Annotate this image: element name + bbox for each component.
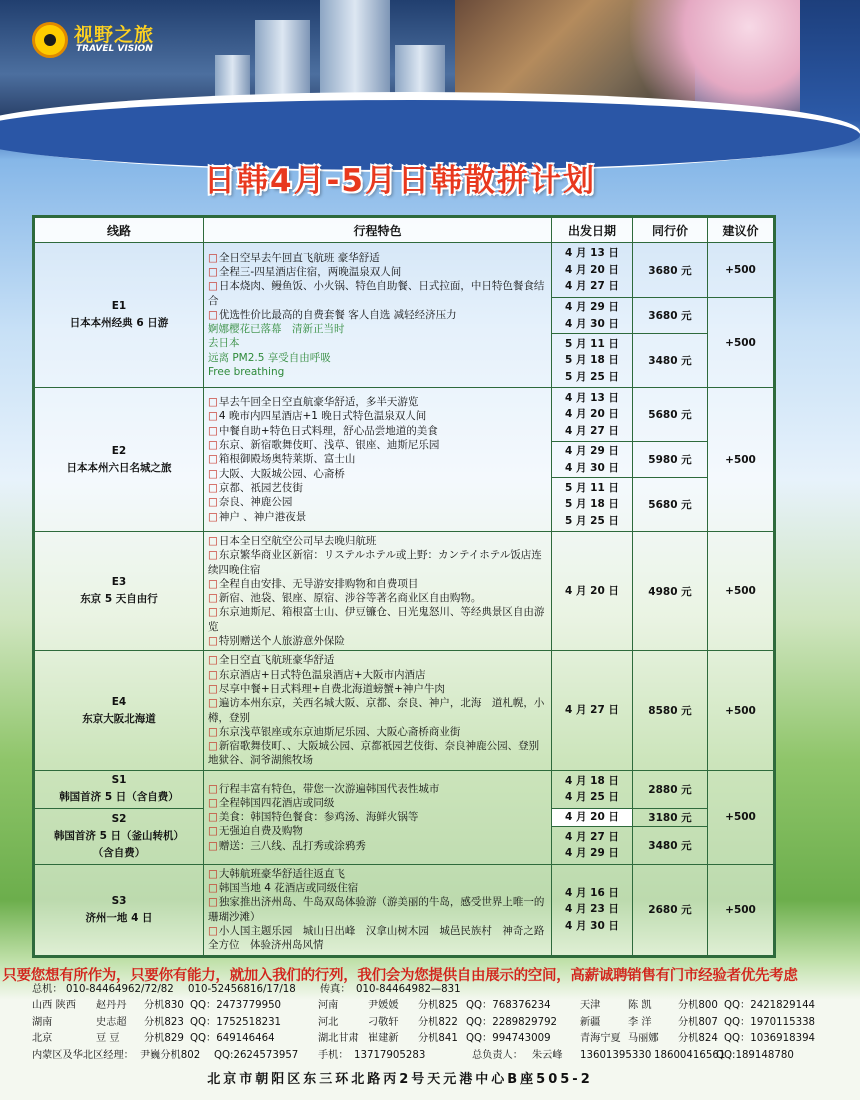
departure-dates [552,808,633,826]
route-code: E2 [111,444,127,457]
date: 4 月 18 日 [565,774,619,787]
date: 4 月 25 日 [565,791,619,804]
feature-item: □ 箱根御殿场奥特莱斯、富士山 [208,452,547,466]
person: 史志超 [96,1016,127,1028]
label: 总机： [32,984,63,995]
route-name: 韩国首济 5 日（釜山转机） [53,829,185,842]
qq: QQ：1752518231 [190,1016,282,1028]
peer-price: 3680 元 [633,243,708,298]
contact-row [32,1031,816,1047]
departure-dates [552,826,633,864]
label: 手机： [318,1049,349,1061]
region: 山西 陕西 [32,1000,76,1012]
extension: 分机829 [144,1033,184,1045]
person: 崔建新 [368,1033,399,1045]
peer-price: 5980 元 [633,442,708,478]
departure-dates [552,388,633,442]
date: 4 月 29 日 [565,445,619,457]
departure-dates [552,298,633,334]
label: 内蒙区及华北区经理： [32,1049,134,1061]
person: 李 洋 [628,1016,652,1028]
suggested-price: +500 [708,243,775,298]
fax: 010-84464982—831 [356,984,461,995]
date: 5 月 18 日 [565,354,619,367]
brand-name-cn: 视野之旅 [74,24,155,46]
promo-line: 去日本 [208,337,240,350]
date: 4 月 29 日 [565,301,619,313]
route-e2 [34,388,204,532]
feature-item: □ 全程自由安排、无导游安排购物和自费项目 [208,577,547,591]
route-e4 [34,651,204,770]
feature-item: □ 东京酒店+日式特色温泉酒店+大阪市内酒店 [208,668,547,682]
date: 4 月 20 日 [565,811,619,823]
eye-icon [32,22,68,58]
route-code: S2 [111,812,127,825]
phone: 010-84464962/72/82 [66,984,174,995]
peer-price: 3180 元 [633,808,708,826]
qq: QQ：2289829792 [466,1016,558,1028]
table-row [34,243,775,298]
label: 传真： [320,984,351,995]
departure-dates [552,478,633,532]
peer-price: 2680 元 [633,864,708,956]
header-features: 行程特色 [204,217,552,243]
person-extension: 尹巍分机802 [140,1049,201,1061]
contact-row [32,1048,794,1064]
extension: 分机800 [678,1000,718,1012]
person: 刁敬轩 [368,1016,399,1028]
date: 5 月 25 日 [565,370,619,383]
extension: 分机841 [418,1033,458,1045]
suggested-price: +500 [708,651,775,770]
date: 4 月 23 日 [565,903,619,916]
route-code: E3 [111,576,127,589]
route-name: 东京大阪北海道 [82,712,156,725]
peer-price: 8580 元 [633,651,708,770]
qq: QQ:2624573957 [214,1049,299,1061]
promo-line: 远离 PM2.5 享受自由呼吸 [208,351,331,364]
person: 马丽娜 [628,1033,659,1045]
route-code: S3 [111,894,127,907]
departure-dates [552,243,633,298]
feature-item: □ 赠送：三八线、乱打秀或涂鸦秀 [208,839,547,853]
person: 尹媛媛 [368,1000,399,1012]
route-name: 日本本州经典 6 日游 [69,317,169,329]
qq: QQ：1970115338 [724,1016,816,1028]
person: 赵丹丹 [96,1000,127,1012]
itinerary-table [32,215,776,958]
feature-item: □ 东京繁华商业区新宿：リステルホテル或上野：カンテイホテル饭店连续四晚住宿 [208,548,547,577]
feature-item: □ 奈良、神鹿公园 [208,495,547,509]
peer-price: 4980 元 [633,532,708,651]
feature-item: □ 特别赠送个人旅游意外保险 [208,634,547,648]
peer-price: 2880 元 [633,770,708,808]
route-code: S1 [111,774,127,787]
header-peer-price: 同行价 [633,217,708,243]
contact-row [32,998,816,1014]
date: 4 月 27 日 [565,830,619,843]
contact-row [32,1015,816,1031]
qq: QQ:189148780 [716,1049,794,1061]
brand-name-en: TRAVEL VISION [76,44,153,54]
route-code: E4 [111,695,127,708]
feature-item: □ 遍访本州东京，关西名城大阪、京都、奈良、神户，北海 道札幌，小樽，登别 [208,696,547,725]
route-name: 韩国首济 5 日（含自费） [59,791,179,804]
feature-item: □ 全程韩国四花酒店或同级 [208,796,547,810]
promo-line: 婀娜樱花已落幕 清新正当时 [208,323,345,336]
feature-item: □ 全日空直飞航班豪华舒适 [208,653,547,667]
feature-item: □ 大阪、大阪城公园、心斋桥 [208,467,547,481]
feature-item: □ 4 晚市内四星酒店+1 晚日式特色温泉双人间 [208,409,547,423]
route-s2 [34,808,204,864]
feature-item: □ 韩国当地 4 花酒店或同级住宿 [208,881,547,895]
mobile: 13717905283 [354,1049,426,1061]
feature-item: □ 京都、祇园艺伎街 [208,481,547,495]
header-route: 线路 [34,217,204,243]
phone: 010-52456816/17/18 [188,984,296,995]
departure-dates [552,442,633,478]
contact-list [32,982,816,1064]
route-name: 济州一地 4 日 [85,911,153,924]
mobile: 13601395330 [580,1049,652,1061]
qq: QQ：768376234 [466,1000,551,1012]
feature-item: □ 神户 、神户港夜景 [208,510,547,524]
qq: QQ：994743009 [466,1033,551,1045]
route-e1 [34,243,204,388]
table-row [34,864,775,956]
region: 河北 [318,1016,339,1028]
contact-row [32,982,777,998]
route-features [204,864,555,956]
header-banner [0,0,800,135]
person: 陈 凯 [628,1000,652,1012]
route-features [204,388,552,532]
route-name: 日本本州六日名城之旅 [66,461,172,474]
feature-item: □ 东京、新宿歌舞伎町、浅草、银座、迪斯尼乐园 [208,438,547,452]
peer-price: 3680 元 [633,298,708,334]
route-s3 [34,864,204,956]
region: 河南 [318,1000,339,1012]
date: 4 月 16 日 [565,886,619,899]
feature-item: □ 小人国主题乐园 城山日出峰 汉拿山树木园 城邑民族村 神奇之路 全方位 体验济州岛风情 [208,924,547,953]
peer-price: 3480 元 [633,334,708,388]
feature-item: □ 行程丰富有特色，带您一次游遍韩国代表性城市 [208,782,547,796]
feature-item: □ 东京迪斯尼、箱根富士山、伊豆镰仓、日光鬼怒川、等经典景区自由游览 [208,605,547,634]
date: 4 月 30 日 [565,919,619,932]
feature-item: □ 独家推出济州岛、牛岛双岛体验游（游美丽的牛岛，感受世界上唯一的珊瑚沙滩） [208,895,547,924]
date: 5 月 11 日 [565,337,619,350]
feature-item: □ 中餐自助+特色日式料理，舒心品尝地道的美食 [208,424,547,438]
feature-item: □ 无强迫自费及购物 [208,824,547,838]
suggested-price: +500 [708,532,775,651]
feature-item: □ 全程三-四星酒店住宿，两晚温泉双人间 [208,265,547,279]
date: 4 月 29 日 [565,847,619,860]
date: 4 月 30 日 [565,317,619,330]
peer-price: 5680 元 [633,388,708,442]
suggested-price: +500 [708,298,775,388]
person: 朱云峰 [532,1049,563,1061]
table-row [34,651,775,770]
route-features [204,770,552,864]
date: 5 月 11 日 [565,481,619,494]
extension: 分机830 [144,1000,184,1012]
extension: 分机825 [418,1000,458,1012]
peer-price: 5680 元 [633,478,708,532]
feature-item: □ 全日空早去午回直飞航班 豪华舒适 [208,251,547,265]
feature-item: □ 尽享中餐+日式料理+自费北海道螃蟹+神户牛肉 [208,682,547,696]
table-row [34,770,775,808]
route-features [204,651,552,770]
route-features [204,532,552,651]
page-title: 日韩4月-5月日韩散拼计划 [203,163,596,199]
region: 湖南 [32,1016,53,1028]
suggested-price: +500 [708,770,775,864]
region: 湖北甘肃 [318,1033,359,1045]
extension: 分机824 [678,1033,718,1045]
region: 新疆 [580,1016,601,1028]
departure-dates [552,532,633,651]
table-header-row [34,217,775,243]
table-row [34,388,775,442]
route-name: 东京 5 天自由行 [80,593,158,606]
recruitment-banner: 只要您想有所作为，只要你有能力，就加入我们的行列，我们会为您提供自由展示的空间，高薪诚聘销售有门市经验者优先考虑 [2,968,798,984]
qq: QQ：2473779950 [190,1000,282,1012]
header-suggested-price: 建议价 [708,217,775,243]
feature-item: □ 日本全日空航空公司早去晚归航班 [208,534,547,548]
region: 天津 [580,1000,601,1012]
feature-item: □ 日本烧肉、鳗鱼饭、小火锅、特色自助餐、日式拉面，中日特色餐食结合 [208,279,547,308]
qq: QQ：2421829144 [724,1000,816,1012]
date: 4 月 27 日 [565,424,619,437]
qq: QQ：1036918394 [724,1033,816,1045]
extension: 分机823 [144,1016,184,1028]
date: 4 月 27 日 [565,704,619,717]
date: 4 月 13 日 [565,247,619,260]
region: 北京 [32,1033,53,1045]
suggested-price: +500 [708,864,775,956]
feature-item: □ 东京浅草银座或东京迪斯尼乐园、大阪心斋桥商业街 [208,725,547,739]
qq: QQ：649146464 [190,1033,275,1045]
extension: 分机822 [418,1016,458,1028]
date: 4 月 20 日 [565,408,619,421]
route-features [204,243,552,388]
departure-dates [552,770,633,808]
region: 青海宁夏 [580,1033,621,1045]
date: 4 月 13 日 [565,391,619,404]
person: 豆 豆 [96,1033,120,1045]
departure-dates [552,651,633,770]
departure-dates [552,334,633,388]
feature-item: □ 早去午回全日空直航豪华舒适，多半天游览 [208,395,547,409]
route-code: E1 [111,300,127,312]
suggested-price: +500 [708,388,775,532]
date: 4 月 27 日 [565,280,619,293]
route-s1 [34,770,204,808]
feature-item: □ 美食：韩国特色餐食：参鸡汤、海鲜火锅等 [208,810,547,824]
extension: 分机807 [678,1016,718,1028]
feature-item: □ 新宿、池袋、银座、原宿、涉谷等著名商业区自由购物。 [208,591,547,605]
table-row [34,532,775,651]
feature-item: □ 大韩航班豪华舒适往返直飞 [208,867,547,881]
office-address: 北京市朝阳区东三环北路丙2号天元港中心B座505-2 [207,1072,593,1087]
date: 4 月 20 日 [565,263,619,276]
peer-price: 3480 元 [633,826,708,864]
feature-item: □ 新宿歌舞伎町、、大阪城公园、京都祇园艺伎街、奈良神鹿公园、登别地狱谷、洞爷湖熊牧场 [208,739,547,768]
date: 5 月 18 日 [565,498,619,511]
date: 5 月 25 日 [565,514,619,527]
date: 4 月 20 日 [565,584,619,597]
date: 4 月 30 日 [565,461,619,474]
header-departure: 出发日期 [552,217,633,243]
departure-dates [552,864,633,956]
mobile: 18600416561 [654,1049,726,1061]
brand-logo [32,18,182,62]
feature-item: □ 优选性价比最高的自费套餐 客人自选 减轻经济压力 [208,308,547,322]
route-e3 [34,532,204,651]
promo-line: Free breathing [208,366,285,379]
label: 总负责人： [472,1049,523,1061]
route-name: （含自费） [92,846,146,859]
